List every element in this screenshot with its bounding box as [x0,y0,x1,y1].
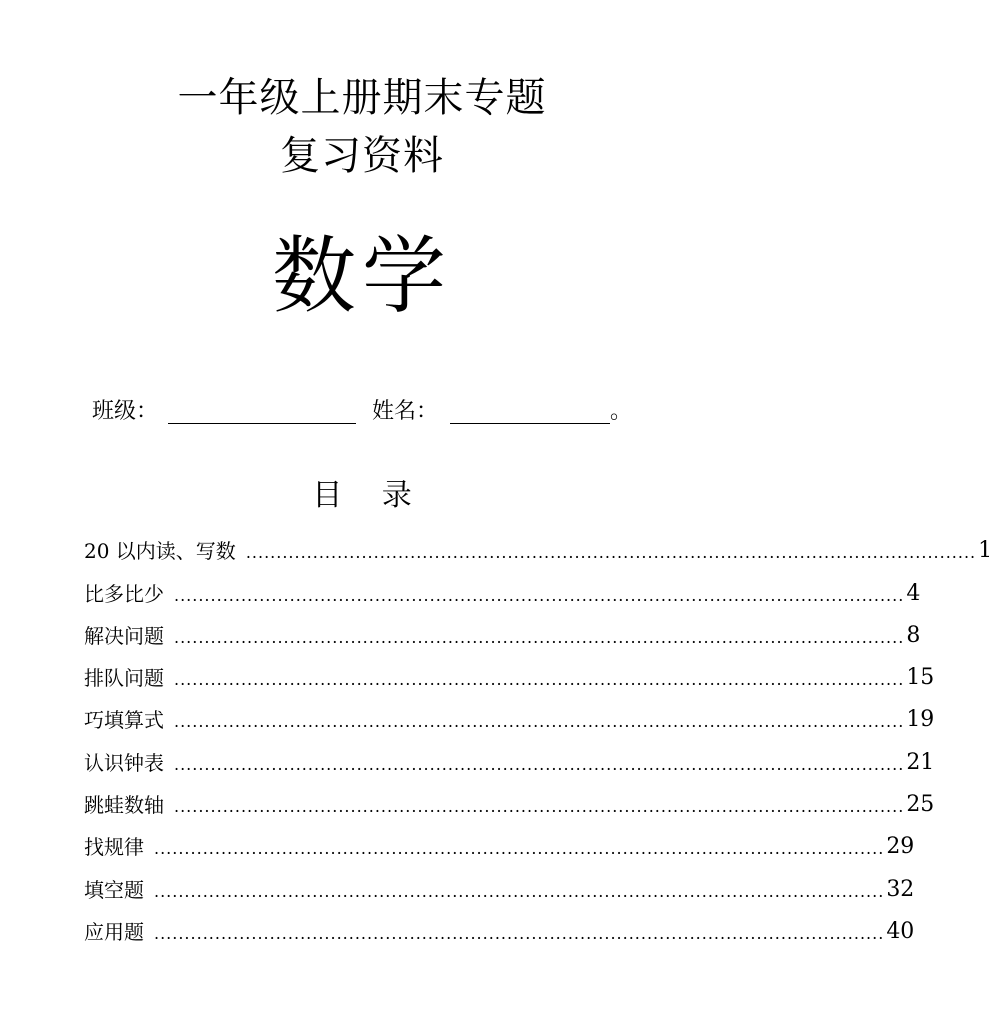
toc-dot-leader: ........................................................................................................................ [154,839,885,859]
toc-item-title: 20 以内读、写数 [84,539,236,564]
toc-item-page: 40 [886,918,915,944]
title-line-2: 复习资料 [280,133,444,179]
end-mark: 。 [610,399,633,424]
toc-item-page: 29 [886,834,915,860]
toc-dot-leader: ........................................................................................................................ [174,712,905,732]
toc-item[interactable] [84,530,992,572]
toc-item[interactable] [84,868,915,910]
class-blank[interactable] [168,423,356,424]
toc-heading [0,476,724,516]
toc-item-title: 排队问题 [84,666,164,691]
toc-list [84,530,992,953]
student-info-row [92,392,652,432]
toc-item[interactable] [84,911,915,953]
toc-item-page: 15 [906,665,935,691]
title-line-1: 一年级上册期末专题 [177,75,547,121]
toc-item[interactable] [84,699,935,741]
toc-dot-leader: ........................................................................................................................ [154,881,885,901]
toc-heading-char-2: 录 [381,478,412,513]
toc-dot-leader: ........................................................................................................................ [174,754,905,774]
toc-item-page: 19 [906,707,935,733]
name-label: 姓名： [372,399,439,424]
toc-item-page: 32 [886,876,915,902]
toc-item-page: 4 [906,580,921,606]
toc-item-page: 8 [906,622,921,648]
toc-dot-leader: ........................................................................................................................ [174,627,905,647]
toc-item-title: 解决问题 [84,623,164,648]
toc-dot-leader: ........................................................................................................................ [174,585,905,605]
name-blank[interactable] [450,423,610,424]
toc-item-title: 找规律 [84,835,144,860]
toc-item-title: 认识钟表 [84,750,164,775]
toc-item-title: 应用题 [84,919,144,944]
toc-item-title: 填空题 [84,877,144,902]
toc-item[interactable] [84,572,921,614]
toc-item[interactable] [84,615,921,657]
toc-item-page: 1 [978,538,992,564]
subject-title: 数学 [271,227,452,325]
toc-item[interactable] [84,741,935,783]
toc-item[interactable] [84,826,915,868]
toc-dot-leader: ........................................................................................................................ [174,797,905,817]
toc-item-page: 21 [906,749,935,775]
toc-dot-leader: ........................................................................................................................ [245,543,977,563]
toc-item[interactable] [84,784,935,826]
class-label: 班级： [92,399,159,424]
toc-item-page: 25 [906,792,935,818]
toc-dot-leader: ........................................................................................................................ [154,923,885,943]
toc-item-title: 跳蛙数轴 [84,793,164,818]
toc-item[interactable] [84,657,935,699]
toc-item-title: 巧填算式 [84,708,164,733]
toc-dot-leader: ........................................................................................................................ [174,670,905,690]
toc-item-title: 比多比少 [84,581,164,606]
toc-heading-char-1: 目 [312,478,379,513]
